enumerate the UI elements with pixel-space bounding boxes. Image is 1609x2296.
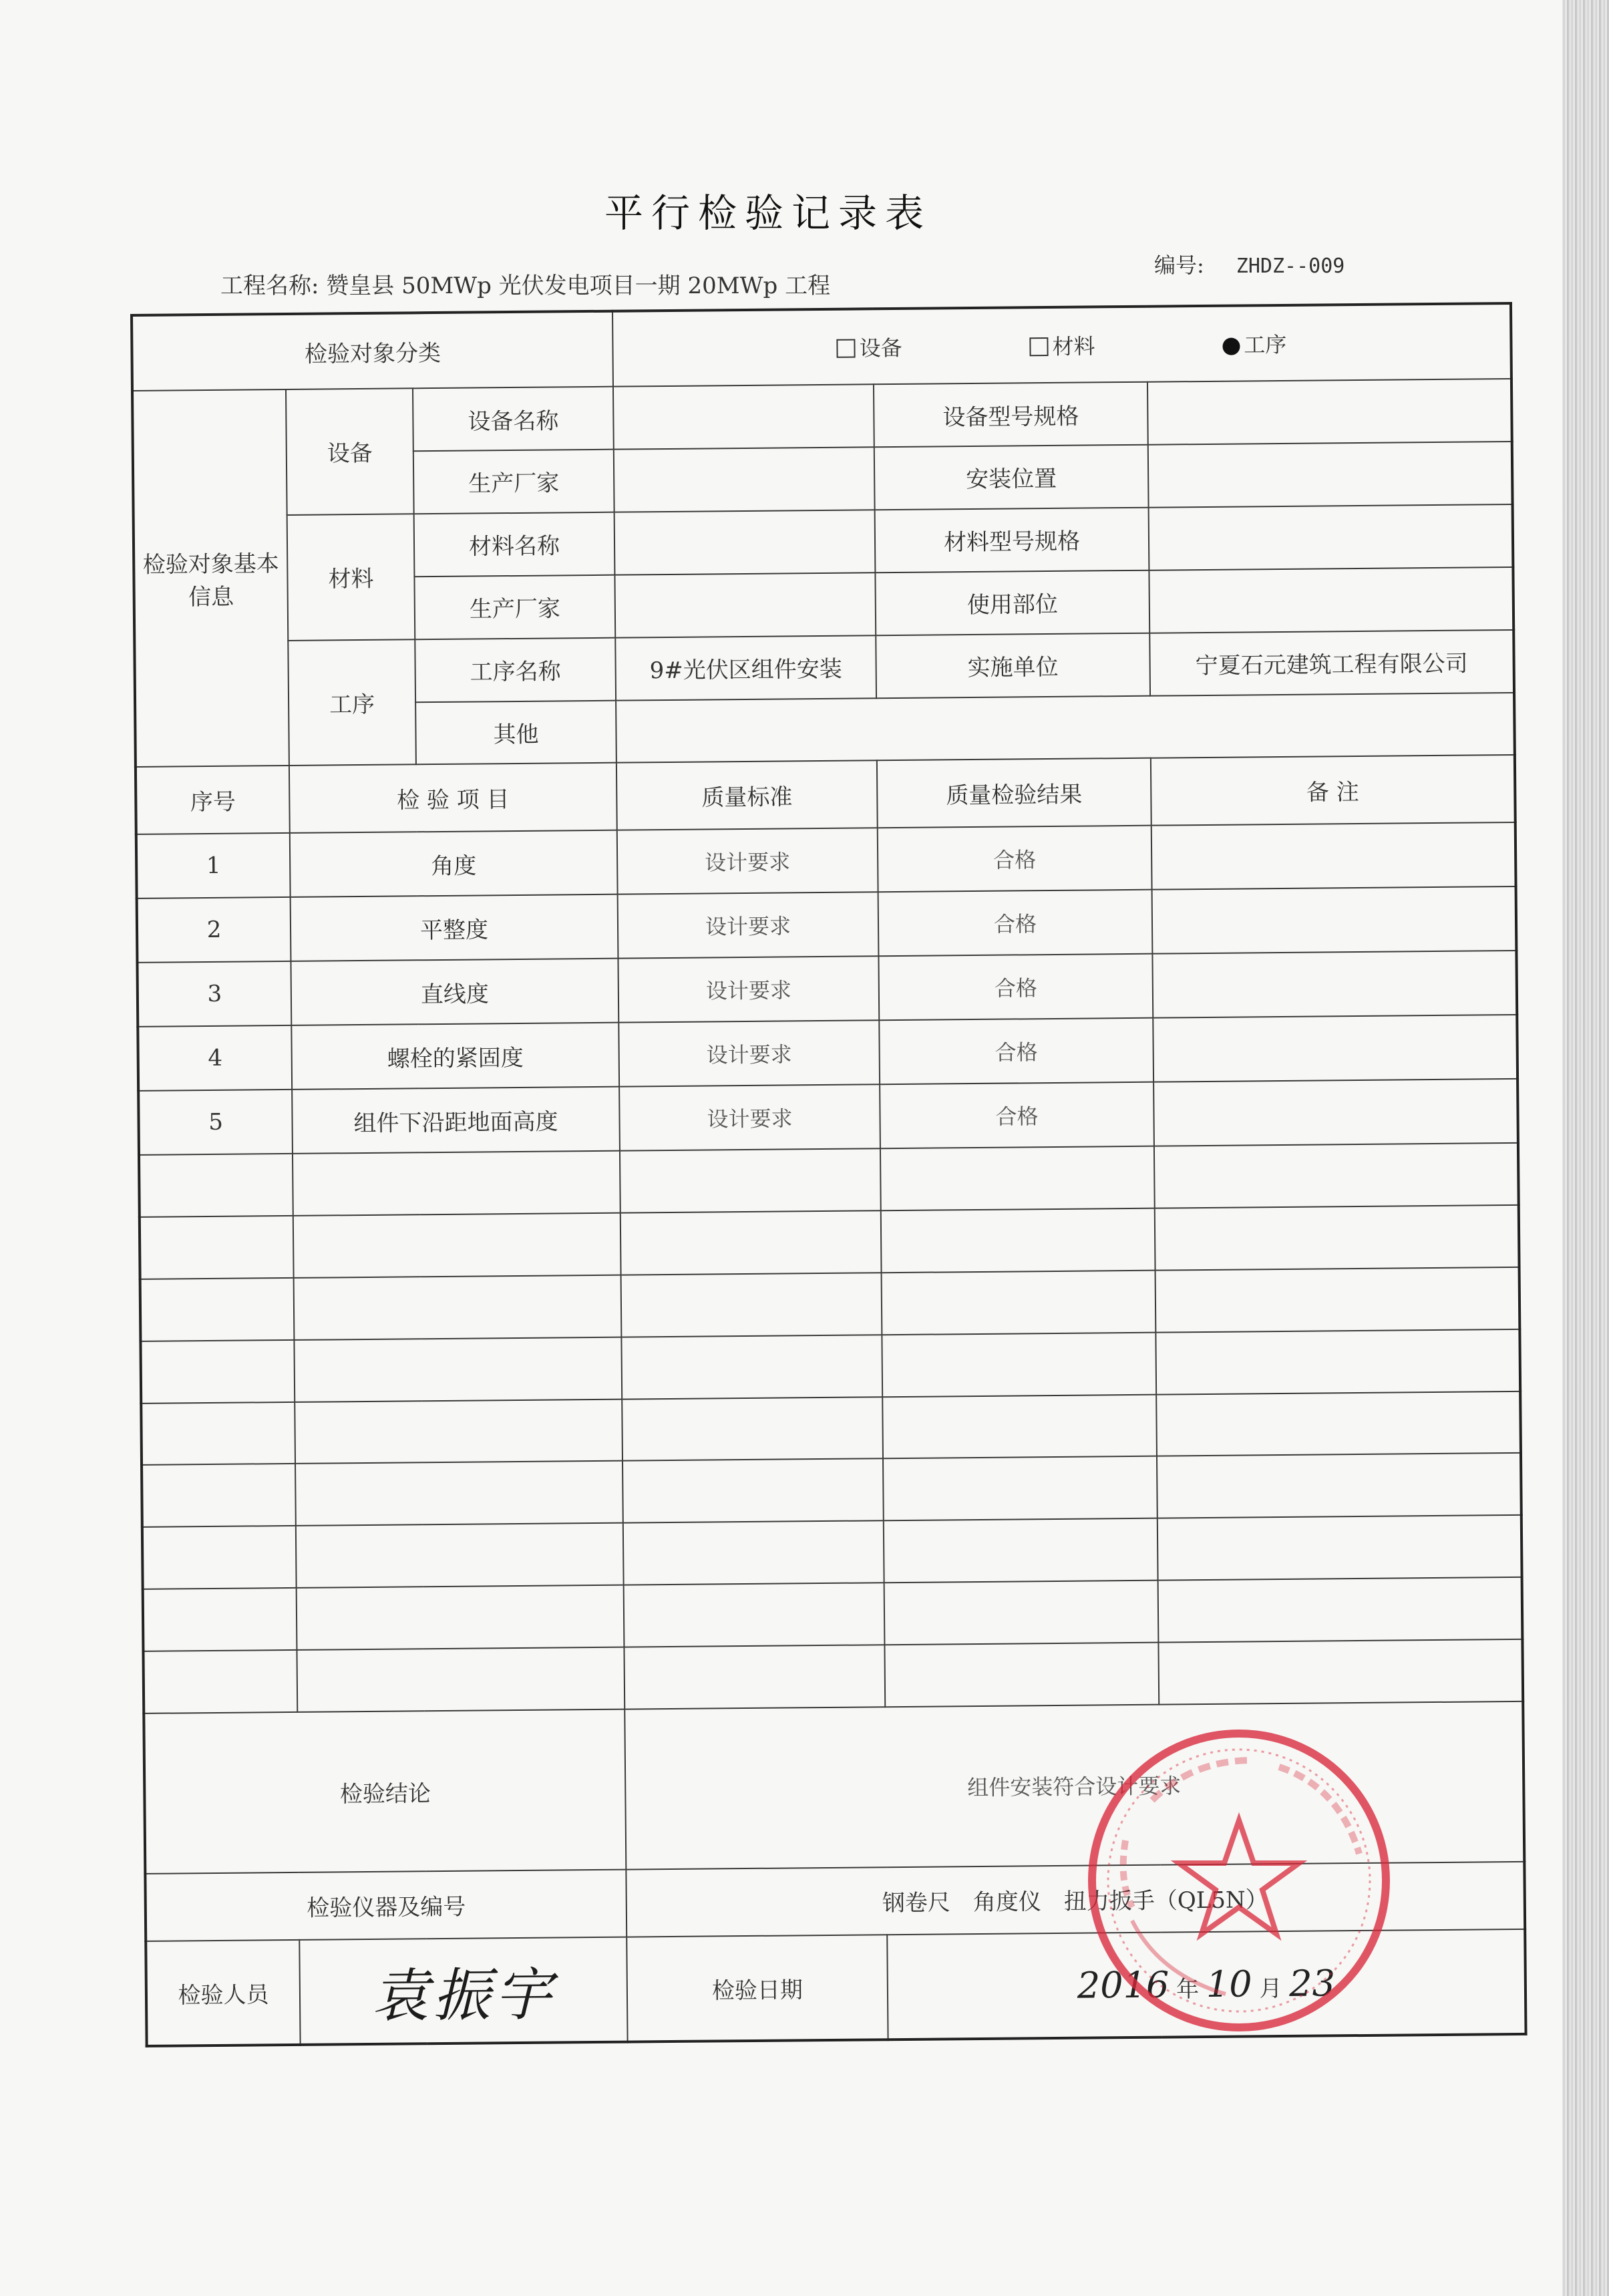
filled-circle-icon: [1222, 338, 1240, 355]
conclusion-row: [144, 1701, 1524, 1874]
equipment-name-label: 设备名称: [413, 387, 614, 452]
row-no: 3: [137, 961, 291, 1027]
material-model-value[interactable]: [1149, 504, 1513, 570]
process-other-value[interactable]: [616, 692, 1515, 763]
process-name-label: 工序名称: [415, 637, 616, 702]
empty-row: [140, 1267, 1520, 1341]
row-note[interactable]: [1152, 951, 1517, 1018]
equipment-maker-value[interactable]: [614, 447, 875, 512]
row-item: 平整度: [291, 894, 618, 961]
material-name-value[interactable]: [614, 510, 876, 575]
instruments-value[interactable]: 钢卷尺 角度仪 扭力扳手（QL5N）: [626, 1862, 1525, 1937]
date-month-unit: 月: [1259, 1975, 1282, 2002]
conclusion-value[interactable]: 组件安装符合设计要求: [624, 1701, 1524, 1870]
document-title: 平行检验记录表: [604, 190, 932, 236]
conclusion-label: 检验结论: [144, 1709, 626, 1874]
material-maker-label: 生产厂家: [414, 575, 615, 639]
material-use-value[interactable]: [1149, 567, 1513, 633]
code-label: 编号:: [1154, 253, 1204, 278]
row-item: 直线度: [291, 959, 618, 1025]
row-note[interactable]: [1152, 886, 1517, 954]
date-year: 2016: [1077, 1963, 1170, 2007]
row-standard[interactable]: 设计要求: [618, 1020, 880, 1086]
process-group-label: 工序: [288, 639, 416, 766]
row-note[interactable]: [1153, 1079, 1518, 1146]
equipment-name-value[interactable]: [613, 384, 874, 449]
date-value[interactable]: [887, 1929, 1526, 2039]
table-row: [138, 1015, 1517, 1091]
row-standard[interactable]: 设计要求: [617, 828, 878, 894]
option-material[interactable]: 材料: [1029, 329, 1095, 361]
table-row: [137, 886, 1517, 963]
process-unit-value[interactable]: 宁夏石元建筑工程有限公司: [1149, 630, 1514, 696]
classification-row: [132, 303, 1511, 391]
process-row-1: [134, 630, 1514, 705]
material-name-label: 材料名称: [414, 512, 615, 577]
empty-row: [141, 1391, 1521, 1465]
inspection-form: [130, 302, 1525, 2047]
row-note[interactable]: [1151, 822, 1516, 890]
project-line: [220, 267, 830, 300]
row-result[interactable]: 合格: [880, 1082, 1154, 1148]
row-result[interactable]: 合格: [878, 890, 1153, 956]
signature-row: [146, 1929, 1526, 2046]
equipment-row-1: [132, 379, 1512, 454]
empty-row: [142, 1515, 1522, 1589]
equipment-model-value[interactable]: [1147, 379, 1512, 445]
inspector-label: 检验人员: [146, 1940, 300, 2046]
header-item: 检 验 项 目: [289, 763, 617, 833]
material-maker-value[interactable]: [614, 572, 876, 637]
row-no: 1: [136, 833, 291, 898]
row-result[interactable]: 合格: [878, 954, 1153, 1020]
material-group-label: 材料: [287, 514, 415, 640]
row-note[interactable]: [1153, 1015, 1517, 1082]
row-standard[interactable]: 设计要求: [618, 956, 879, 1022]
header-result: 质量检验结果: [877, 758, 1151, 828]
empty-row: [140, 1329, 1520, 1404]
project-label: 工程名称:: [220, 273, 319, 299]
row-standard[interactable]: 设计要求: [618, 892, 879, 959]
date-month: 10: [1206, 1963, 1252, 2005]
equipment-maker-label: 生产厂家: [413, 450, 614, 514]
instruments-row: [145, 1862, 1525, 1941]
table-row: [136, 822, 1516, 898]
date-year-unit: 年: [1176, 1975, 1200, 2003]
equipment-model-label: 设备型号规格: [874, 382, 1148, 447]
code-line: [1154, 249, 1345, 279]
classification-options: [612, 303, 1511, 387]
row-no: 4: [138, 1025, 292, 1091]
equipment-location-label: 安装位置: [874, 445, 1149, 510]
process-other-label: 其他: [415, 700, 616, 765]
date-day: 23: [1288, 1961, 1336, 2005]
header-no: 序号: [136, 766, 290, 834]
equipment-group-label: 设备: [286, 388, 414, 514]
material-row-1: [134, 504, 1513, 579]
code-value: ZHDZ--009: [1236, 255, 1345, 278]
material-use-label: 使用部位: [875, 570, 1149, 635]
row-item: 螺栓的紧固度: [291, 1023, 619, 1090]
scan-edge: [1562, 0, 1609, 2296]
project-name: 赞皇县 50MWp 光伏发电项目一期 20MWp 工程: [326, 273, 831, 299]
row-item: 组件下沿距地面高度: [292, 1087, 620, 1154]
table-row: [138, 1079, 1518, 1155]
empty-row: [143, 1577, 1523, 1651]
material-model-label: 材料型号规格: [875, 508, 1149, 572]
date-label: 检验日期: [627, 1935, 888, 2042]
row-result[interactable]: 合格: [879, 1018, 1153, 1084]
header-note: 备 注: [1151, 755, 1515, 826]
inspector-signature[interactable]: 袁振宇: [299, 1937, 627, 2045]
empty-row: [139, 1143, 1519, 1217]
form-table: [130, 302, 1528, 2047]
basic-info-label: 检验对象基本信息: [132, 389, 289, 767]
process-name-value[interactable]: 9#光伏区组件安装: [615, 635, 876, 700]
equipment-location-value[interactable]: [1148, 442, 1513, 508]
row-item: 角度: [290, 830, 618, 897]
row-result[interactable]: 合格: [878, 826, 1152, 892]
row-standard[interactable]: 设计要求: [619, 1084, 880, 1150]
items-header-row: [136, 755, 1515, 834]
empty-row: [143, 1639, 1523, 1713]
option-equipment[interactable]: 设备: [836, 331, 902, 363]
instruments-label: 检验仪器及编号: [145, 1870, 627, 1941]
empty-row: [142, 1453, 1522, 1527]
option-process[interactable]: 工序: [1222, 328, 1286, 359]
empty-row: [140, 1205, 1519, 1279]
process-unit-label: 实施单位: [876, 633, 1150, 697]
table-row: [137, 951, 1517, 1027]
row-no: 2: [137, 897, 291, 963]
row-no: 5: [138, 1090, 293, 1155]
checkbox-empty-icon: [1029, 337, 1048, 356]
header-standard: 质量标准: [616, 761, 878, 830]
checkbox-empty-icon: [837, 339, 856, 358]
classification-label: 检验对象分类: [132, 311, 613, 391]
